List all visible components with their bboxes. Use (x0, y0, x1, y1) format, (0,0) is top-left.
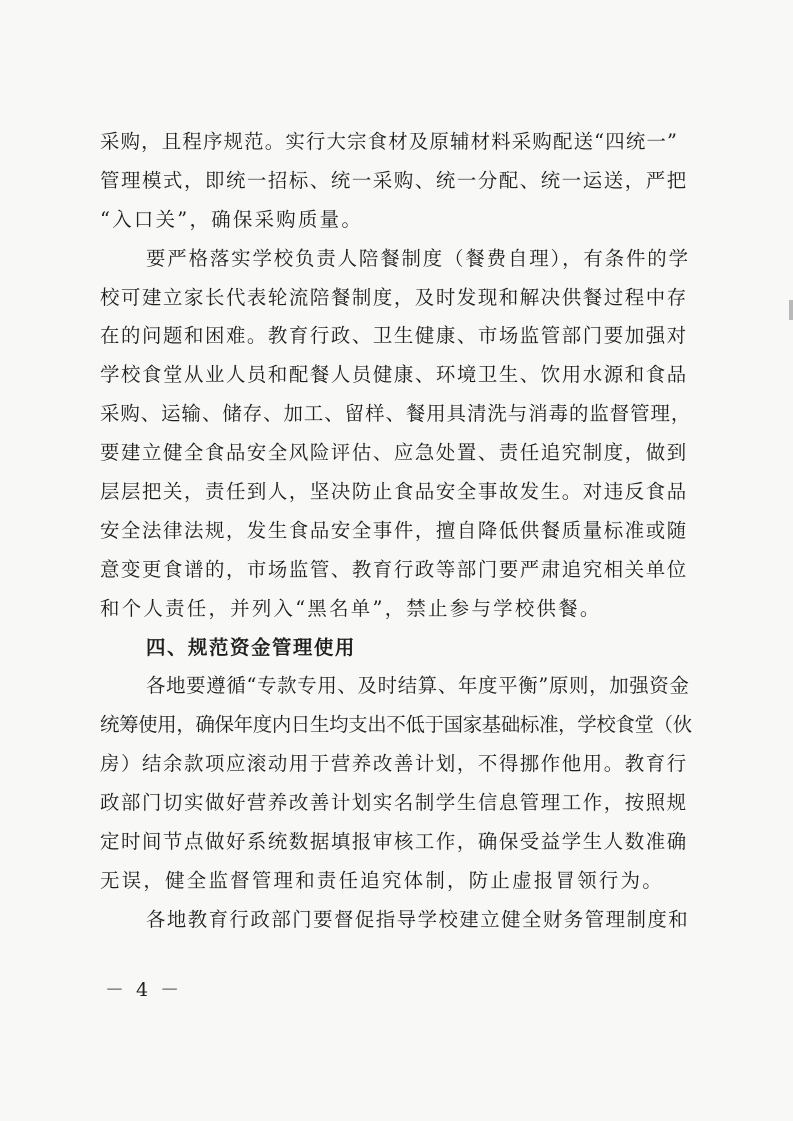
paragraph-line: 安全法律法规，发生食品安全事件，擅自降低供餐质量标准或随 (100, 518, 688, 542)
paragraph-line: 层层把关，责任到人，坚决防止食品安全事故发生。对违反食品 (100, 480, 688, 504)
paragraph-line: 政部门切实做好营养改善计划实名制学生信息管理工作，按照规 (100, 791, 688, 815)
paragraph-line: 房）结余款项应滚动用于营养改善计划，不得挪作他用。教育行 (100, 752, 688, 776)
paragraph-line: 采购，且程序规范。实行大宗食材及原辅材料采购配送“四统一” (100, 130, 679, 153)
section-heading: 四、规范资金管理使用 (146, 635, 356, 659)
paragraph-line: 统筹使用，确保年度内日生均支出不低于国家基础标准，学校食堂（伙 (100, 713, 692, 737)
document-body (100, 123, 692, 940)
paragraph-line: 意变更食谱的，市场监管、教育行政等部门要严肃追究相关单位 (100, 557, 688, 581)
paragraph-line: 管理模式，即统一招标、统一采购、统一分配、统一运送，严把 (100, 168, 688, 192)
paragraph-line: 采购、运输、储存、加工、留样、餐用具清洗与消毒的监督管理， (100, 402, 692, 426)
paragraph-line: 各地教育行政部门要督促指导学校建立健全财务管理制度和 (146, 907, 690, 931)
paragraph-line: 和个人责任，并列入“黑名单”，禁止参与学校供餐。 (100, 596, 602, 620)
paragraph-line: 无误，健全监督管理和责任追究体制，防止虚报冒领行为。 (100, 868, 664, 892)
paragraph-line: 在的问题和困难。教育行政、卫生健康、市场监管部门要加强对 (100, 324, 688, 348)
paragraph-line: 校可建立家长代表轮流陪餐制度，及时发现和解决供餐过程中存 (100, 285, 688, 309)
paragraph-line: 定时间节点做好系统数据填报审核工作，确保受益学生人数准确 (100, 830, 688, 854)
paragraph-line: 学校食堂从业人员和配餐人员健康、环境卫生、饮用水源和食品 (100, 363, 688, 387)
paragraph-line: 要严格落实学校负责人陪餐制度（餐费自理），有条件的学 (146, 246, 690, 270)
paragraph-line: 各地要遵循“专款专用、及时结算、年度平衡”原则，加强资金 (146, 674, 690, 698)
paragraph-line: “入口关”，确保采购质量。 (100, 207, 364, 231)
paragraph-line: 要建立健全食品安全风险评估、应急处置、责任追究制度，做到 (100, 441, 688, 465)
scan-edge-mark (789, 300, 793, 320)
page-number: － 4 － (105, 979, 183, 1001)
